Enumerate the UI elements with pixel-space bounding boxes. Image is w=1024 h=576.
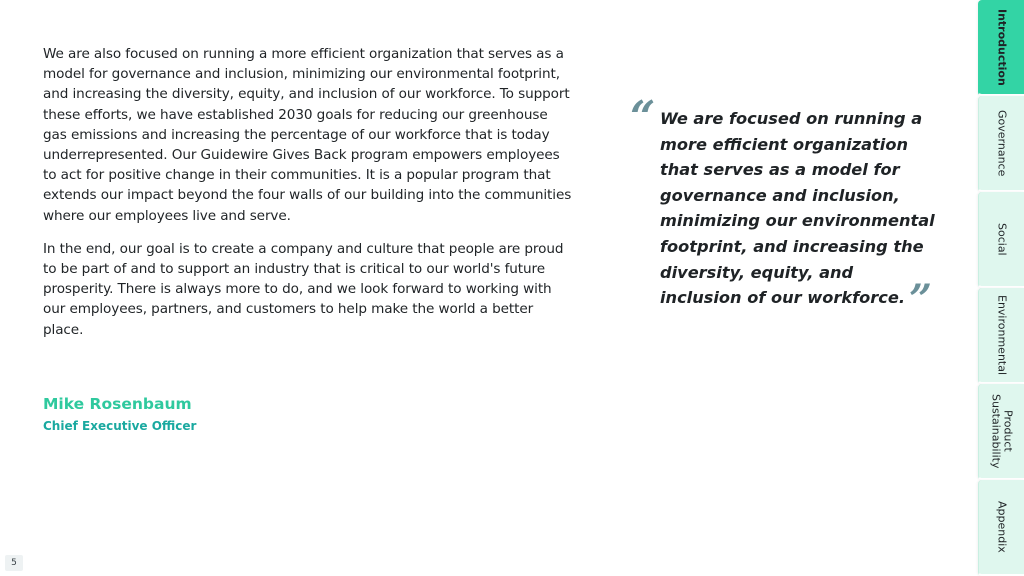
pull-quote-text: We are focused on running a more efficient organization that serves as a model for governance and inclusion, minimizing our environmental footprint, and increasing the diversity, equity, and inclusion of our workforce.	[660, 109, 935, 308]
body-paragraph-2: In the end, our goal is to create a company and culture that people are proud to be part of and to support an industry that is critical to our world's future prosperity. There is always more to do, and we look forward to working with our employees, partners, and customers to help make the world a better place.	[43, 240, 564, 338]
section-tabs	[978, 0, 1024, 576]
body-paragraph-1: We are also focused on running a more efficient organization that serves as a model for governance and inclusion, minimizing our environmental footprint, and increasing the diversity, equity, and inclusion of our workforce. To support these efforts, we have established 2030 goals for reducing our greenhouse gas emissions and increasing the percentage of our workforce that is today underrepresented. Our Guidewire Gives Back program empowers employees to act for positive change in their communities. It is a popular program that extends our impact beyond the four walls of our building into the communities where our employees live and serve.	[43, 46, 572, 224]
tab-environmental[interactable]	[978, 288, 1024, 384]
close-quote-icon: ”	[908, 276, 932, 324]
tab-product-sustainability[interactable]	[978, 384, 1024, 480]
tab-appendix[interactable]	[978, 480, 1024, 576]
tab-label: Environmental	[995, 294, 1009, 376]
tab-label: Introduction	[995, 8, 1009, 86]
tab-social[interactable]	[978, 192, 1024, 288]
tab-label: Product Sustainability	[989, 393, 1015, 469]
tab-label: Governance	[995, 109, 1009, 177]
open-quote-icon: “	[630, 92, 656, 143]
page-number: 5	[5, 555, 23, 571]
tab-label: Social	[995, 222, 1009, 256]
letter-body	[43, 44, 575, 353]
tab-label: Appendix	[995, 501, 1009, 553]
tab-governance[interactable]	[978, 96, 1024, 192]
tab-introduction[interactable]	[978, 0, 1024, 96]
signature-name: Mike Rosenbaum	[43, 395, 192, 413]
pull-quote	[660, 106, 935, 324]
signature-title: Chief Executive Officer	[43, 419, 197, 433]
